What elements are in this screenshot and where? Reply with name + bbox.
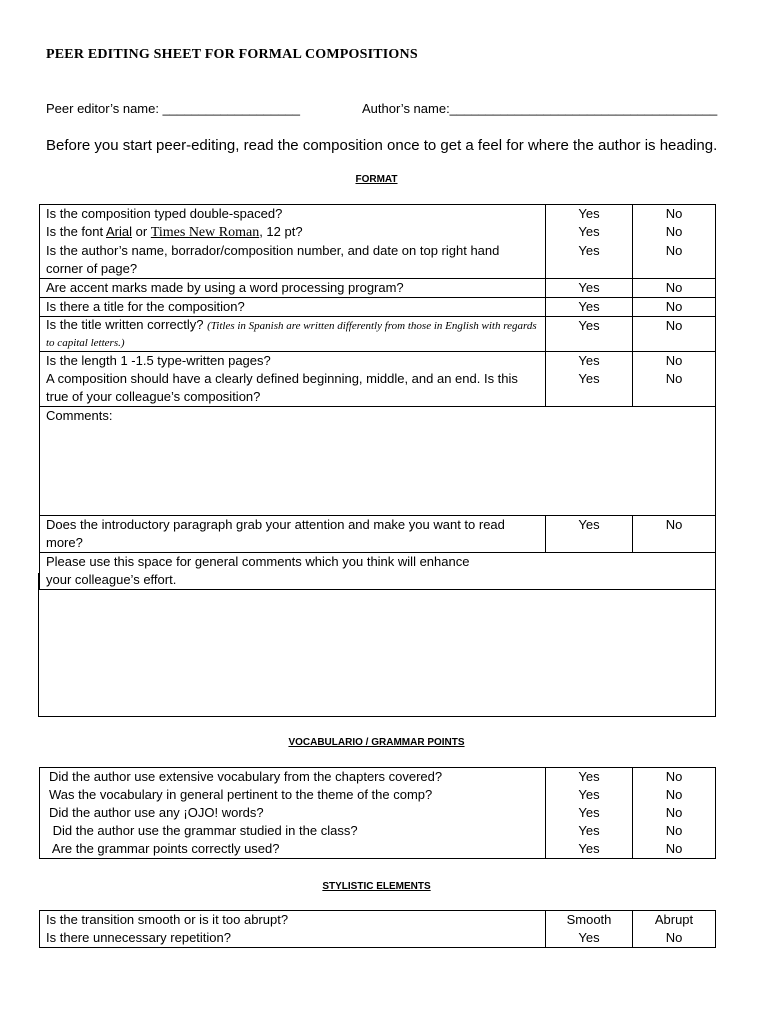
no-option[interactable]: No <box>633 242 716 279</box>
no-option[interactable]: No <box>633 768 716 787</box>
abrupt-option[interactable]: Abrupt <box>633 911 716 930</box>
yes-option[interactable]: Yes <box>546 768 633 787</box>
question: Does the introductory paragraph grab your attention and make you want to read more? <box>40 516 546 553</box>
yes-option[interactable]: Yes <box>546 298 633 317</box>
question: Is the composition typed double-spaced? <box>40 205 546 224</box>
question: Did the author use extensive vocabulary from the chapters covered? <box>40 768 546 787</box>
yes-option[interactable]: Yes <box>546 352 633 371</box>
no-option[interactable]: No <box>633 298 716 317</box>
format-table <box>39 204 716 590</box>
no-option[interactable]: No <box>633 279 716 298</box>
no-option[interactable]: No <box>633 352 716 371</box>
question: Are accent marks made by using a word processing program? <box>40 279 546 298</box>
no-option[interactable]: No <box>633 804 716 822</box>
format-heading: FORMAT <box>355 174 398 185</box>
yes-option[interactable]: Yes <box>546 279 633 298</box>
style-heading: STYLISTIC ELEMENTS <box>322 881 431 892</box>
comments-box[interactable] <box>40 407 716 516</box>
no-option[interactable]: No <box>633 822 716 840</box>
peer-editor-name-field[interactable]: Peer editor’s name: ___________________ <box>46 101 300 116</box>
yes-option[interactable]: Yes <box>546 370 633 407</box>
question: Did the author use the grammar studied in the class? <box>40 822 546 840</box>
yes-option[interactable]: Yes <box>546 840 633 859</box>
comments-label: Comments: <box>46 408 113 423</box>
no-option[interactable]: No <box>633 786 716 804</box>
general-comments-box[interactable] <box>38 573 716 717</box>
author-name-field[interactable]: Author’s name:_____________________________________ <box>362 101 718 116</box>
question: Is the author’s name, borrador/composition number, and date on top right hand corner of page? <box>40 242 546 279</box>
yes-option[interactable]: Yes <box>546 822 633 840</box>
no-option[interactable]: No <box>633 223 716 242</box>
no-option[interactable]: No <box>633 370 716 407</box>
question: Is the length 1 -1.5 type-written pages? <box>40 352 546 371</box>
page-title: PEER EDITING SHEET FOR FORMAL COMPOSITIONS <box>46 47 418 62</box>
yes-option[interactable]: Yes <box>546 223 633 242</box>
question: Is there a title for the composition? <box>40 298 546 317</box>
no-option[interactable]: No <box>633 317 716 352</box>
yes-option[interactable]: Yes <box>546 205 633 224</box>
no-option[interactable]: No <box>633 516 716 553</box>
question: A composition should have a clearly defined beginning, middle, and an end. Is this true of your colleague’s composition? <box>40 370 546 407</box>
no-option[interactable]: No <box>633 840 716 859</box>
question: Is the transition smooth or is it too abrupt? <box>40 911 546 930</box>
yes-option[interactable]: Yes <box>546 242 633 279</box>
question: Was the vocabulary in general pertinent to the theme of the comp? <box>40 786 546 804</box>
question: Is the font Arial or Times New Roman, 12 pt? <box>40 223 546 242</box>
smooth-option[interactable]: Smooth <box>546 911 633 930</box>
question: Are the grammar points correctly used? <box>40 840 546 859</box>
question: Is there unnecessary repetition? <box>40 929 546 948</box>
question: Did the author use any ¡OJO! words? <box>40 804 546 822</box>
no-option[interactable]: No <box>633 205 716 224</box>
style-table <box>39 910 716 948</box>
no-option[interactable]: No <box>633 929 716 948</box>
yes-option[interactable]: Yes <box>546 516 633 553</box>
general-comments-label: Please use this space for general comments which you think will enhance your colleague’s effort. <box>40 553 716 590</box>
yes-option[interactable]: Yes <box>546 804 633 822</box>
yes-option[interactable]: Yes <box>546 929 633 948</box>
question: Is the title written correctly? (Titles in Spanish are written differently from those in English with regards to capital letters.) <box>40 317 546 352</box>
yes-option[interactable]: Yes <box>546 317 633 352</box>
yes-option[interactable]: Yes <box>546 786 633 804</box>
title-note: (Titles in Spanish are written differently from those in English with regards to capital letters.) <box>46 320 537 349</box>
vocab-table <box>39 767 716 859</box>
instructions: Before you start peer-editing, read the composition once to get a feel for where the author is heading. <box>46 137 718 154</box>
vocab-heading: VOCABULARIO / GRAMMAR POINTS <box>288 737 465 748</box>
